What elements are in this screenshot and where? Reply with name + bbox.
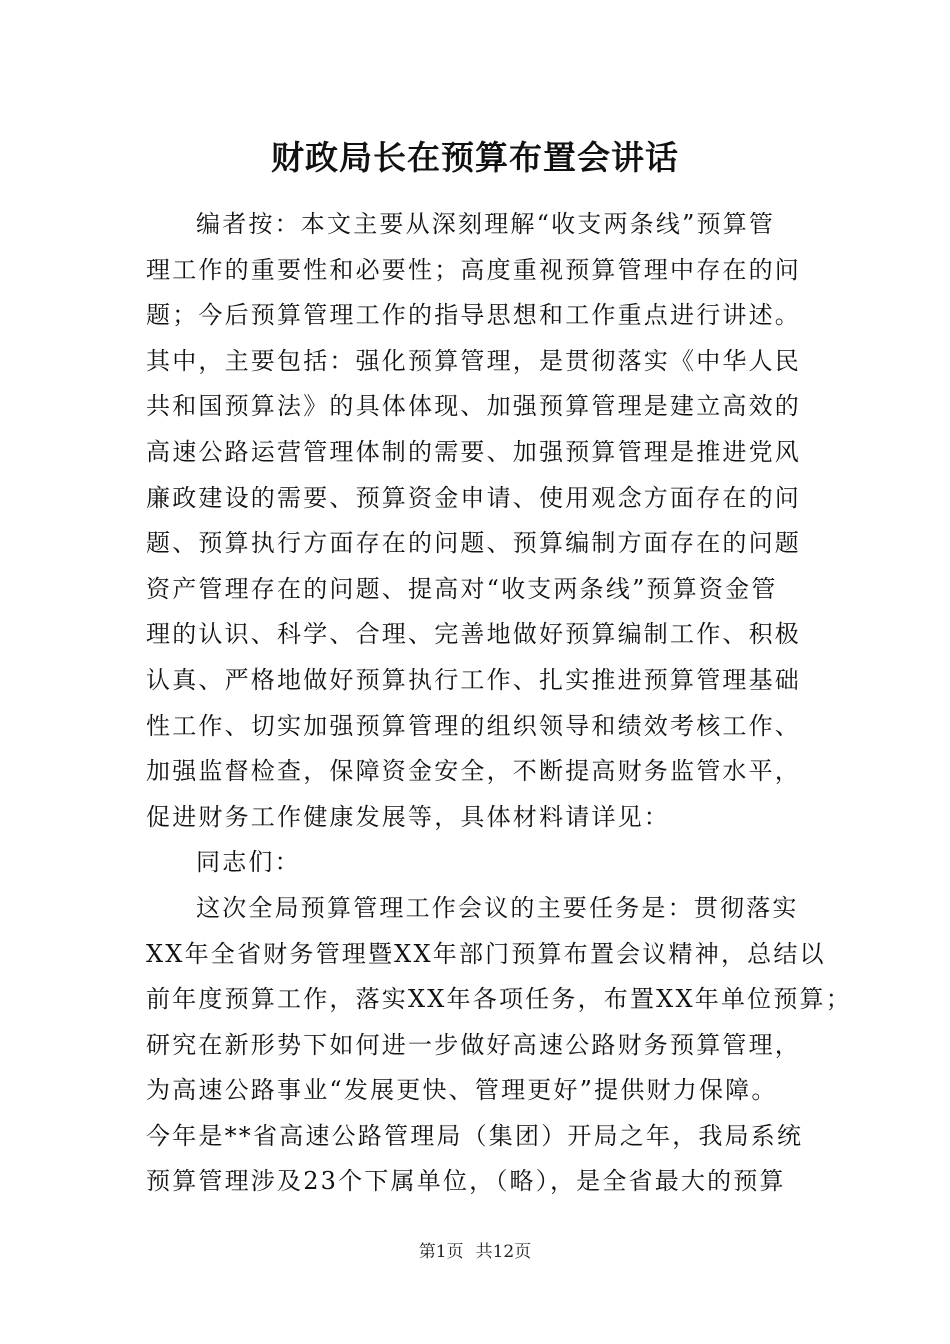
text-line: 编者按：本文主要从深刻理解“收支两条线”预算管 [196,210,776,238]
text-line: 高速公路运营管理体制的需要、加强预算管理是推进党风 [146,437,801,466]
text-line: 性工作、切实加强预算管理的组织领导和绩效考核工作、 [146,711,801,740]
text-line: 廉政建设的需要、预算资金申请、使用观念方面存在的问 [146,483,801,512]
text-line: 理工作的重要性和必要性；高度重视预算管理中存在的问 [146,255,801,284]
text-line: 题；今后预算管理工作的指导思想和工作重点进行讲述。 [146,301,801,330]
text-line: 其中，主要包括：强化预算管理，是贯彻落实《中华人民 [146,346,801,375]
text-line: 加强监督检查，保障资金安全，不断提高财务监管水平， [146,757,801,786]
text-line: 这次全局预算管理工作会议的主要任务是：贯彻落实 [196,893,799,922]
page-total: 共12页 [475,1242,532,1262]
text-line: 资产管理存在的问题、提高对“收支两条线”预算资金管 [146,574,778,603]
text-line: 理的认识、科学、合理、完善地做好预算编制工作、积极 [146,620,801,649]
text-line: 促进财务工作健康发展等，具体材料请详见： [146,802,670,831]
text-line: 共和国预算法》的具体体现、加强预算管理是建立高效的 [146,392,801,421]
salutation-line: 同志们： [196,848,301,877]
text-line: XX年全省财务管理暨XX年部门预算布置会议精神，总结以 [146,939,826,968]
text-line: 研究在新形势下如何进一步做好高速公路财务预算管理， [146,1030,801,1059]
text-line: 今年是**省高速公路管理局（集团）开局之年，我局系统 [146,1121,804,1150]
text-line: 题、预算执行方面存在的问题、预算编制方面存在的问题 [146,529,801,558]
document-body [146,202,852,1205]
page-number: 第1页 [418,1242,464,1262]
document-title: 财政局长在预算布置会讲话 [271,138,679,177]
text-line: 预算管理涉及23个下属单位，（略），是全省最大的预算 [146,1167,786,1196]
text-line: 为高速公路事业“发展更快、管理更好”提供财力保障。 [146,1076,778,1105]
page-footer [0,1240,950,1264]
text-line: 认真、严格地做好预算执行工作、扎实推进预算管理基础 [146,665,801,694]
text-line: 前年度预算工作，落实XX年各项任务，布置XX年单位预算； [146,985,852,1014]
